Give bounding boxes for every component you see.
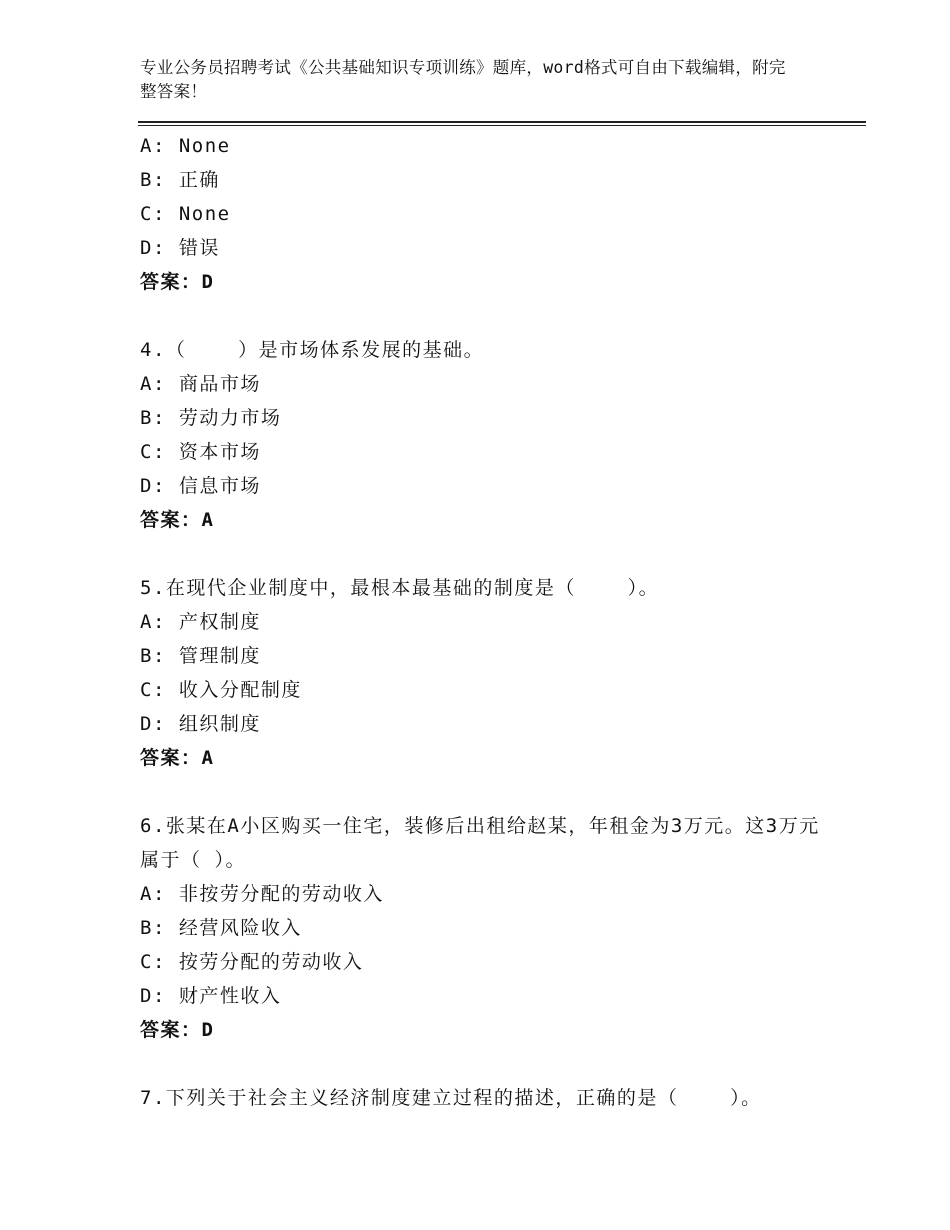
option-c: C: 资本市场 [140, 441, 261, 463]
option-d: D: 错误 [140, 237, 220, 259]
answer: 答案：A [140, 509, 215, 531]
question-stem: 5.在现代企业制度中，最根本最基础的制度是（ ）。 [140, 577, 660, 599]
header-divider-thick [138, 121, 866, 123]
question-stem: 7.下列关于社会主义经济制度建立过程的描述，正确的是（ ）。 [140, 1087, 762, 1109]
spacer [140, 299, 830, 333]
option-b: B: 正确 [140, 169, 220, 191]
spacer [140, 1047, 830, 1081]
option-d: D: 信息市场 [140, 475, 261, 497]
option-c: C: 按劳分配的劳动收入 [140, 951, 364, 973]
answer: 答案：A [140, 747, 215, 769]
question-stem: 6.张某在A小区购买一住宅，装修后出租给赵某，年租金为3万元。这3万元属于（ ）。 [140, 815, 820, 871]
spacer [140, 775, 830, 809]
option-d: D: 财产性收入 [140, 985, 282, 1007]
question-stem: 4.（ ）是市场体系发展的基础。 [140, 339, 485, 361]
option-a: A: 非按劳分配的劳动收入 [140, 883, 384, 905]
option-b: B: 管理制度 [140, 645, 261, 667]
header-divider-thin [138, 125, 866, 126]
spacer [140, 537, 830, 571]
option-a: A: 商品市场 [140, 373, 261, 395]
answer: 答案：D [140, 1019, 215, 1041]
option-d: D: 组织制度 [140, 713, 261, 735]
option-a: A: None [140, 135, 231, 157]
option-c: C: 收入分配制度 [140, 679, 302, 701]
option-a: A: 产权制度 [140, 611, 261, 633]
option-c: C: None [140, 203, 231, 225]
question-list [140, 129, 830, 1115]
document-header: 专业公务员招聘考试《公共基础知识专项训练》题库，word格式可自由下载编辑，附完整答案！ [140, 58, 786, 101]
option-b: B: 经营风险收入 [140, 917, 302, 939]
option-b: B: 劳动力市场 [140, 407, 282, 429]
answer: 答案：D [140, 271, 215, 293]
